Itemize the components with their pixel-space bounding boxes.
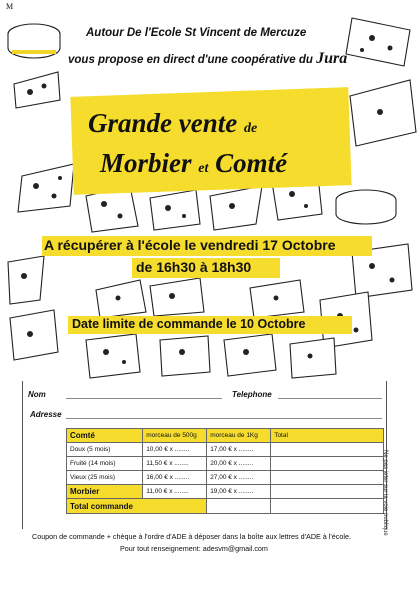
cheese-wedge-icon [96,280,146,318]
header-jura: Jura [316,50,348,67]
cheese-wedge-icon [224,334,276,376]
product-name: Fruité (14 mois) [67,457,143,471]
side-note: Ne pas jeter sur la voie publique [382,450,388,536]
table-row-morbier [67,485,384,499]
grand-total-field[interactable] [271,499,384,514]
table-row [67,457,384,471]
header-500g: morceau de 500g [143,429,207,443]
header-1kg: morceau de 1Kg [207,429,271,443]
cheese-wedge-icon [86,334,140,378]
footer-line-2: Pour tout renseignement: adesvm@gmail.com [120,544,268,553]
title-line-2 [100,148,287,179]
price-500g-field[interactable]: 11,50 € x ........ [143,457,207,471]
cheese-wheel-icon [350,80,416,146]
price-1kg-field[interactable]: 20,00 € x ........ [207,457,271,471]
telephone-field[interactable] [278,398,382,399]
cheese-wedge-icon [10,310,58,360]
cheese-block-icon [160,336,210,376]
cheese-block-icon [346,18,410,66]
title-morbier: Morbier [100,148,192,178]
header-line-2 [68,50,347,68]
telephone-label: Telephone [232,390,272,399]
title-et: et [198,161,209,176]
row-total-field[interactable] [271,471,384,485]
price-500g-field[interactable]: 11,00 € x ........ [143,485,207,499]
cheese-wedge-icon [14,72,60,108]
header-line-1: Autour De l'Ecole St Vincent de Mercuze [86,27,307,39]
cheese-wedge-icon [18,164,74,212]
table-row [67,443,384,457]
footer-line-1: Coupon de commande + chèque à l'ordre d'ADE à déposer dans la boîte aux lettres d'ADE à l'école. [32,532,351,541]
cheese-wheel-icon [8,24,60,58]
cheese-block-icon [150,278,204,316]
title-grande-vente: Grande vente [88,108,238,138]
total-commande-label: Total commande [67,499,207,514]
price-500g-field[interactable]: 16,00 € x ........ [143,471,207,485]
table-row-total [67,499,384,514]
title-comte: Comté [215,148,288,178]
deadline: Date limite de commande le 10 Octobre [72,317,306,331]
price-1kg-field[interactable]: 19,00 € x ........ [207,485,271,499]
row-total-field[interactable] [271,443,384,457]
header-comte: Comté [67,429,143,443]
header-total: Total [271,429,384,443]
cheese-block-icon [290,338,336,378]
cheese-wedge-icon [210,186,262,230]
product-name: Doux (5 mois) [67,443,143,457]
pickup-line-1: A récupérer à l'école le vendredi 17 Octobre [44,237,336,253]
address-field[interactable] [66,418,382,419]
pickup-line-2: de 16h30 à 18h30 [136,259,252,275]
table-row [67,471,384,485]
price-1kg-field[interactable]: 17,00 € x ........ [207,443,271,457]
row-total-field[interactable] [271,457,384,471]
name-label: Nom [28,390,46,399]
price-1kg-field[interactable]: 27,00 € x ........ [207,471,271,485]
order-table [66,428,384,514]
order-table-header [67,429,384,443]
product-name-morbier: Morbier [67,485,143,499]
address-label: Adresse [30,410,62,419]
total-spacer [207,499,271,514]
cheese-wheel-icon [336,190,396,224]
title-de: de [243,121,258,136]
cheese-wedge-icon [8,256,44,304]
price-500g-field[interactable]: 10,00 € x ........ [143,443,207,457]
name-field[interactable] [66,398,222,399]
header-line-2-text: vous propose en direct d'une coopérative du [68,54,313,66]
product-name: Vieux (25 mois) [67,471,143,485]
cheese-block-icon [150,190,200,230]
title-line-1 [88,108,257,139]
corner-mark: M [6,2,14,11]
cheese-wedge-icon [250,280,304,318]
row-total-field[interactable] [271,485,384,499]
